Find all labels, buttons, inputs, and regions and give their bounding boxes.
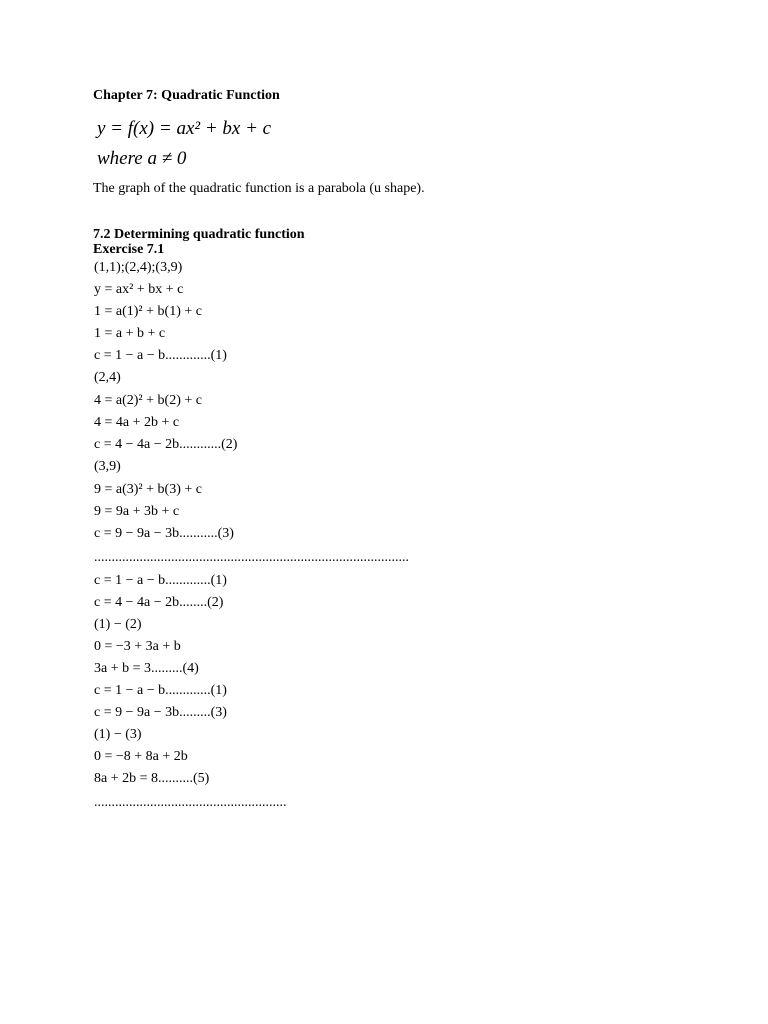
exercise-title: Exercise 7.1 [93, 242, 165, 257]
math-line: 8a + 2b = 8..........(5) [94, 771, 210, 786]
math-line: c = 1 − a − b.............(1) [94, 348, 227, 363]
formula-condition-text: where a ≠ 0 [97, 148, 187, 169]
formula-main-text: y = f(x) = ax² + bx + c [97, 118, 272, 139]
math-line: 4 = a(2)² + b(2) + c [94, 393, 202, 408]
math-line: c = 9 − 9a − 3b.........(3) [94, 705, 227, 720]
math-line: c = 9 − 9a − 3b...........(3) [94, 526, 234, 541]
math-line: (2,4) [94, 370, 121, 385]
math-line: 9 = a(3)² + b(3) + c [94, 482, 202, 497]
math-line: 0 = −8 + 8a + 2b [94, 749, 188, 764]
math-line: (1) − (3) [94, 727, 142, 742]
math-line: 4 = 4a + 2b + c [94, 415, 180, 430]
math-line: c = 4 − 4a − 2b............(2) [94, 437, 238, 452]
formula-condition [97, 148, 186, 170]
dotted-separator: .......................................................................................... [94, 550, 409, 565]
math-line: c = 4 − 4a − 2b........(2) [94, 595, 224, 610]
math-line: c = 1 − a − b.............(1) [94, 683, 227, 698]
math-line: (3,9) [94, 459, 121, 474]
intro-paragraph: The graph of the quadratic function is a parabola (u shape). [93, 181, 425, 196]
math-line: (1) − (2) [94, 617, 142, 632]
math-line: 1 = a + b + c [94, 326, 166, 341]
math-line: 3a + b = 3.........(4) [94, 661, 199, 676]
math-line: 9 = 9a + 3b + c [94, 504, 180, 519]
dotted-separator: ....................................................... [94, 795, 287, 810]
section-title: 7.2 Determining quadratic function [93, 227, 305, 242]
math-line: c = 1 − a − b.............(1) [94, 573, 227, 588]
math-line: y = ax² + bx + c [94, 282, 184, 297]
math-line: (1,1);(2,4);(3,9) [94, 260, 183, 275]
math-line: 1 = a(1)² + b(1) + c [94, 304, 202, 319]
math-line: 0 = −3 + 3a + b [94, 639, 181, 654]
formula-main [97, 118, 271, 140]
chapter-title: Chapter 7: Quadratic Function [93, 88, 280, 103]
